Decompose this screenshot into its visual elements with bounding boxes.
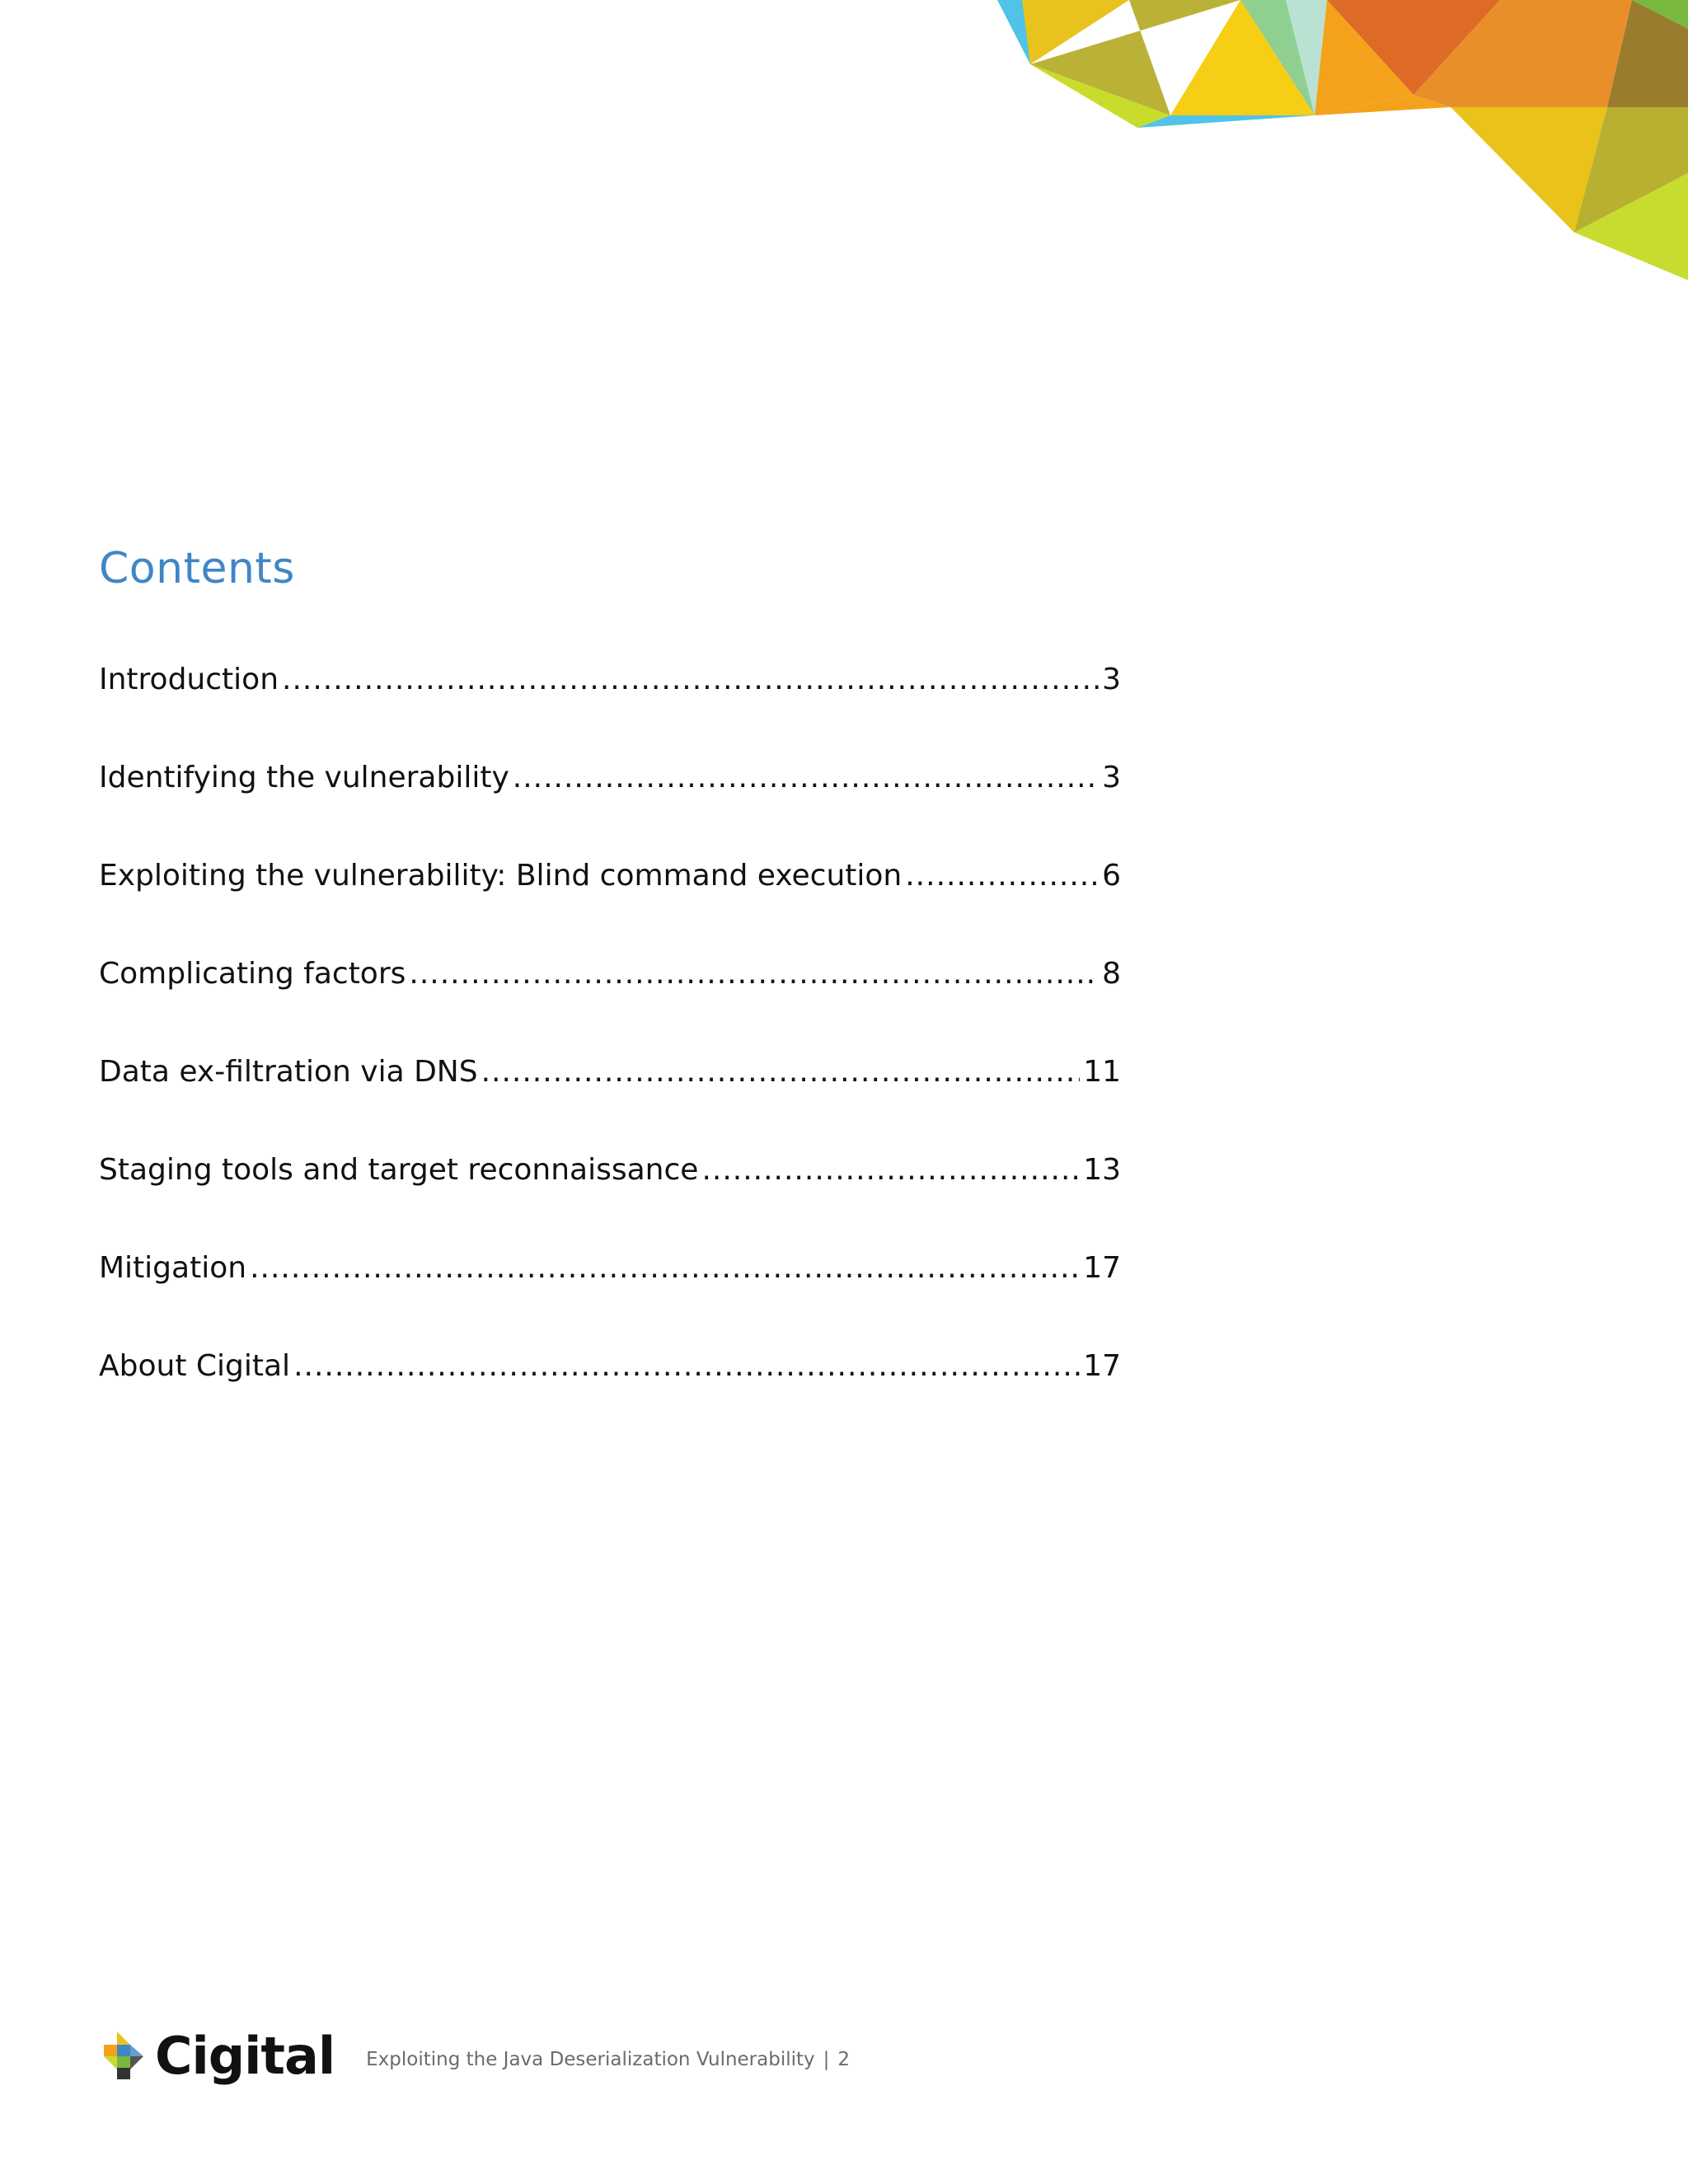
toc-entry-page-number: 8 — [1102, 957, 1121, 991]
toc-entry-page-number: 11 — [1083, 1055, 1121, 1089]
toc-entry-about-cigital[interactable] — [99, 1338, 1121, 1436]
toc-entry-page-number: 3 — [1102, 663, 1121, 696]
toc-entry-mitigation[interactable] — [99, 1240, 1121, 1338]
toc-entry-exploiting-the-vulnerability[interactable] — [99, 847, 1121, 945]
page-footer — [99, 2027, 850, 2085]
toc-entry-page-number: 3 — [1102, 761, 1121, 794]
dot-leader — [282, 651, 1099, 709]
toc-entry-data-ex-filtration[interactable] — [99, 1043, 1121, 1141]
footer-document-info — [366, 2049, 850, 2070]
footer-page-number: 2 — [837, 2049, 851, 2070]
dot-leader — [513, 749, 1099, 807]
toc-entry-label: Data ex-filtration via DNS — [99, 1055, 478, 1089]
dot-leader — [905, 847, 1099, 905]
geometric-header-art — [0, 0, 1688, 297]
toc-entry-page-number: 6 — [1102, 859, 1121, 893]
toc-entry-label: About Cigital — [99, 1349, 291, 1383]
cigital-logo-icon — [99, 2032, 148, 2081]
toc-entry-page-number: 17 — [1083, 1251, 1121, 1285]
toc-entry-staging-tools[interactable] — [99, 1141, 1121, 1240]
toc-entry-label: Mitigation — [99, 1251, 247, 1285]
toc-entry-identifying-the-vulnerability[interactable] — [99, 749, 1121, 847]
toc-entry-label: Complicating factors — [99, 957, 406, 991]
dot-leader — [701, 1141, 1080, 1199]
contents-heading: Contents — [99, 544, 295, 593]
toc-entry-introduction[interactable] — [99, 651, 1121, 749]
toc-entry-complicating-factors[interactable] — [99, 945, 1121, 1043]
dot-leader — [293, 1338, 1080, 1395]
cigital-logo-wordmark: Cigital — [155, 2026, 335, 2086]
toc-entry-label: Exploiting the vulnerability: Blind command execution — [99, 859, 903, 893]
toc-entry-label: Introduction — [99, 663, 279, 696]
toc-entry-page-number: 17 — [1083, 1349, 1121, 1383]
toc-entry-label: Staging tools and target reconnaissance — [99, 1153, 699, 1187]
footer-document-title: Exploiting the Java Deserialization Vulnerability — [366, 2049, 815, 2070]
dot-leader — [409, 945, 1099, 1003]
footer-separator: | — [823, 2049, 830, 2070]
toc-entry-label: Identifying the vulnerability — [99, 761, 509, 794]
table-of-contents — [99, 651, 1121, 1436]
dot-leader — [481, 1043, 1081, 1101]
dot-leader — [250, 1240, 1080, 1297]
toc-entry-page-number: 13 — [1083, 1153, 1121, 1187]
